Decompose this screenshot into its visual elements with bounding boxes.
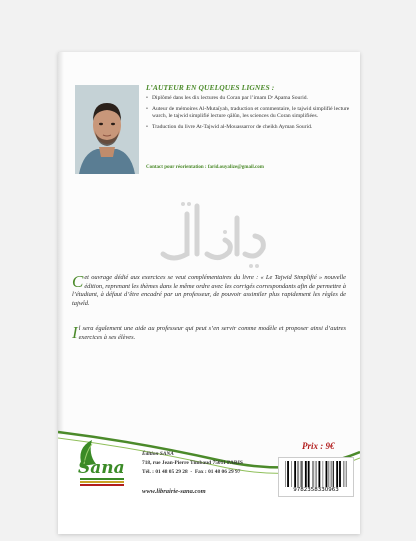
publisher-phone: Tél. : 01 48 05 29 28 (142, 469, 188, 475)
isbn-barcode (278, 457, 354, 497)
author-bio (146, 95, 354, 134)
description-text: l sera également une aide au professeur qui peut s’en servir comme modèle et proposer ainsi d’autres exercices à ses élèves. (78, 325, 346, 341)
publisher-fax: Fax : 01 48 06 29 97 (194, 469, 241, 475)
author-heading: L’AUTEUR EN QUELQUES LIGNES : (146, 83, 275, 92)
author-contact: Contact pour réorientation : farid.ouyalize@gmail.com (146, 165, 264, 170)
bio-item: • Traduction du livre At-Tajwid al-Mouassarror de cheikh Ayman Sourid. (146, 124, 354, 132)
drop-cap: C (72, 272, 84, 291)
publisher-logo-text: Sana (78, 458, 125, 478)
publisher-info (142, 450, 243, 477)
description-paragraph-1 (72, 274, 346, 308)
book-back-cover (58, 52, 360, 534)
publisher-website: www.librairie-sana.com (142, 488, 206, 495)
publisher-address: 718, rue Jean-Pierre Timbaud 75011 PARIS (142, 460, 243, 466)
author-photo (75, 85, 139, 174)
bio-item: • Diplômé dans les dix lectures du Coran par l’imam Dʳ Apama Sourid. (146, 95, 354, 103)
description-text: et ouvrage dédié aux exercices se veut complémentaires du livre : « Le Tajwid Simplifié » nouvelle édition, reprenant les thèmes dans le même ordre avec les corrigés correspondants afin de permettre à l’étudiant, à défaut d’être encadré par un professeur, de pouvoir assimiler plus rapidement les règles de tajwîd. (72, 274, 346, 307)
publisher-phone-fax: Tél. : 01 48 05 29 28 - Fax : 01 48 06 29 97 (142, 469, 241, 475)
barcode-bars (283, 461, 349, 487)
isbn-number: 9782358330963 (293, 487, 339, 493)
logo-stripes (80, 478, 124, 487)
price-label: Prix : 9€ (302, 441, 335, 451)
description-paragraph-2 (72, 325, 346, 342)
drop-cap: I (72, 323, 78, 342)
arabic-calligraphy-watermark (153, 192, 273, 272)
bio-item: • Auteur de mémoires Al-Mutaïyah, traduction et commentaire, le tajwid simplifié lecture warch, le tajwid simplifié lecture qâlûn, les sciences du Coran simplifiées. (146, 106, 354, 121)
publisher-name: Édition SANA (142, 451, 174, 457)
